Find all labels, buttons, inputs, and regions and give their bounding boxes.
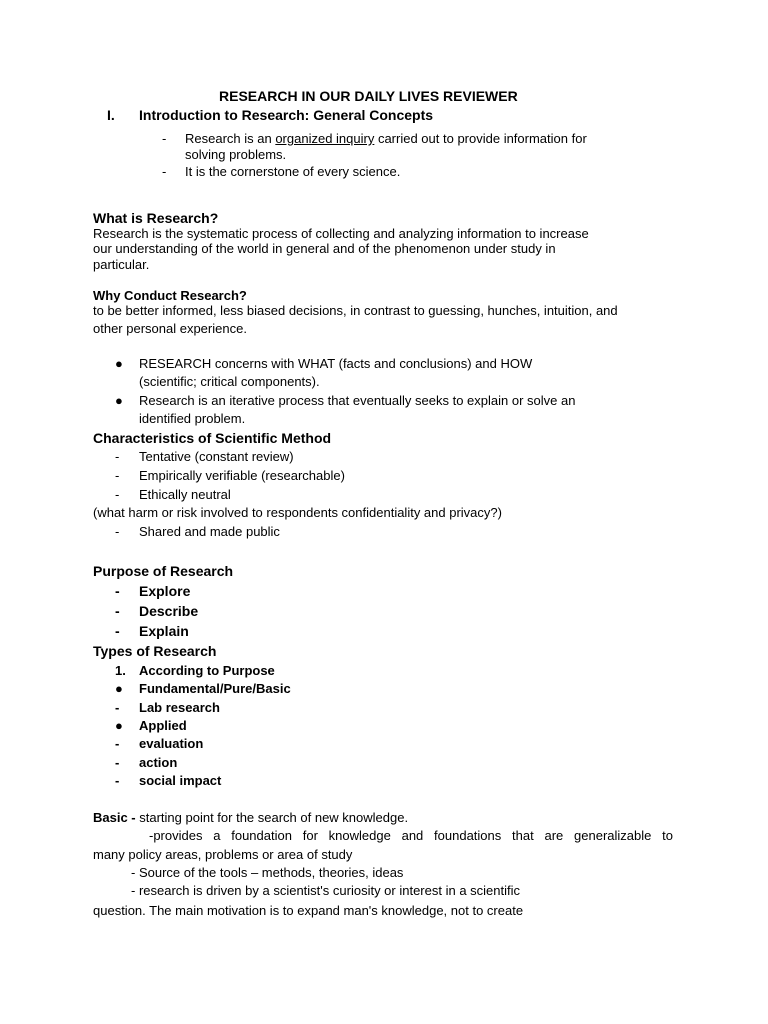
paragraph-line: Research is the systematic process of collecting and analyzing information to increase bbox=[93, 226, 589, 241]
bullet-text: Research is an iterative process that eventually seeks to explain or solve an bbox=[139, 393, 576, 408]
dash-marker: - bbox=[115, 468, 120, 483]
list-item: Ethically neutral bbox=[139, 487, 231, 502]
list-marker: - bbox=[115, 755, 120, 770]
list-marker: ● bbox=[115, 718, 123, 733]
basic-label: Basic - bbox=[93, 810, 140, 825]
dash-marker: - bbox=[115, 487, 120, 502]
bullet-text bbox=[185, 131, 587, 147]
purpose-heading: Purpose of Research bbox=[93, 563, 234, 579]
characteristics-heading: Characteristics of Scientific Method bbox=[93, 430, 332, 446]
document-title: RESEARCH IN OUR DAILY LIVES REVIEWER bbox=[219, 88, 518, 104]
basic-line: many policy areas, problems or area of study bbox=[93, 847, 353, 862]
paragraph-line: to be better informed, less biased decisions, in contrast to guessing, hunches, intuition, and bbox=[93, 303, 618, 318]
basic-line: question. The main motivation is to expand man's knowledge, not to create bbox=[93, 903, 524, 918]
list-marker: - bbox=[115, 736, 120, 751]
list-item: Empirically verifiable (researchable) bbox=[139, 468, 345, 483]
list-item: Describe bbox=[139, 603, 199, 619]
bullet-text-post: carried out to provide information for bbox=[374, 131, 587, 146]
bullet-text-pre: Research is an bbox=[185, 131, 276, 146]
section-heading: Introduction to Research: General Concepts bbox=[139, 107, 434, 123]
list-item: Shared and made public bbox=[139, 524, 280, 539]
bullet-text-continuation: identified problem. bbox=[139, 411, 246, 426]
basic-text: starting point for the search of new knowledge. bbox=[139, 810, 409, 825]
bullet-text: RESEARCH concerns with WHAT (facts and conclusions) and HOW bbox=[139, 356, 533, 371]
basic-line bbox=[93, 810, 408, 826]
list-item: Lab research bbox=[139, 700, 220, 715]
bullet-text-continuation: solving problems. bbox=[185, 147, 287, 162]
bullet-text-continuation: (scientific; critical components). bbox=[139, 374, 320, 389]
basic-line: -provides a foundation for knowledge and foundations that are generalizable to bbox=[149, 828, 673, 843]
list-item: Fundamental/Pure/Basic bbox=[139, 681, 291, 696]
dash-marker: - bbox=[115, 449, 120, 464]
what-is-heading: What is Research? bbox=[93, 210, 219, 226]
dash-marker: - bbox=[115, 623, 120, 639]
section-numeral: I. bbox=[107, 107, 115, 123]
why-heading: Why Conduct Research? bbox=[93, 288, 247, 303]
list-marker: ● bbox=[115, 681, 123, 696]
paragraph-line: other personal experience. bbox=[93, 321, 247, 336]
list-item: According to Purpose bbox=[139, 663, 275, 678]
list-item: social impact bbox=[139, 773, 222, 788]
list-marker: - bbox=[115, 700, 120, 715]
list-item: Explain bbox=[139, 623, 189, 639]
note-line: (what harm or risk involved to respondents confidentiality and privacy?) bbox=[93, 505, 502, 520]
list-item: Tentative (constant review) bbox=[139, 449, 294, 464]
basic-line: - research is driven by a scientist's curiosity or interest in a scientific bbox=[131, 883, 521, 898]
paragraph-line: our understanding of the world in general and of the phenomenon under study in bbox=[93, 241, 556, 256]
bullet-text: It is the cornerstone of every science. bbox=[185, 164, 401, 179]
list-marker: 1. bbox=[115, 663, 126, 678]
types-heading: Types of Research bbox=[93, 643, 217, 659]
bullet-marker: ● bbox=[115, 393, 123, 408]
list-marker: - bbox=[115, 773, 120, 788]
list-item: Explore bbox=[139, 583, 191, 599]
bullet-marker: - bbox=[162, 164, 167, 179]
underlined-term: organized inquiry bbox=[275, 131, 375, 146]
paragraph-line: particular. bbox=[93, 257, 150, 272]
bullet-marker: ● bbox=[115, 356, 123, 371]
dash-marker: - bbox=[115, 583, 120, 599]
list-item: evaluation bbox=[139, 736, 204, 751]
basic-line: - Source of the tools – methods, theories, ideas bbox=[131, 865, 404, 880]
bullet-marker: - bbox=[162, 131, 167, 146]
dash-marker: - bbox=[115, 524, 120, 539]
list-item: action bbox=[139, 755, 178, 770]
list-item: Applied bbox=[139, 718, 187, 733]
dash-marker: - bbox=[115, 603, 120, 619]
